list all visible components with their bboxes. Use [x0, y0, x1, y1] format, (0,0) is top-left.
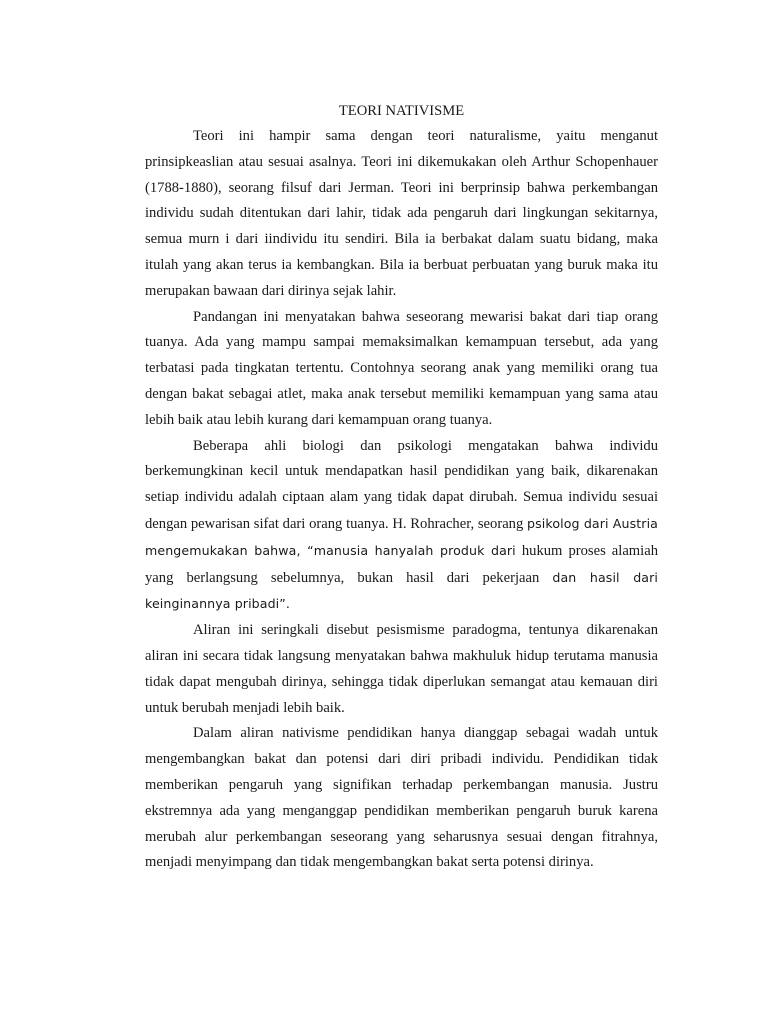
paragraph-2: Pandangan ini menyatakan bahwa seseorang mewarisi bakat dari tiap orang tuanya. Ada yang mampu sampai memaksimalkan kemampuan tersebut, ada yang terbatasi pada tingkatan tertentu. Contohnya seorang anak yang memiliki orang tua dengan bakat sebagai atlet, maka anak tersebut memiliki kemampuan yang sama atau lebih baik atau lebih kurang dari kemampuan orang tuanya.	[145, 308, 658, 428]
document-body	[145, 98, 658, 876]
paragraph-4: Aliran ini seringkali disebut pesismisme paradogma, tentunya dikarenakan aliran ini secara tidak langsung menyatakan bahwa makhuluk hidup terutama manusia tidak dapat mengubah dirinya, sehingga tidak diperlukan semangat atau kemauan diri untuk berubah menjadi lebih baik.	[145, 622, 658, 716]
paragraph-5: Dalam aliran nativisme pendidikan hanya dianggap sebagai wadah untuk mengembangkan bakat dan potensi dari diri pribadi individu. Pendidikan tidak memberikan pengaruh yang signifikan terhadap perkembangan manusia. Justru ekstremnya ada yang menganggap pendidikan memberikan pengaruh buruk karena merubah alur perkembangan seseorang yang seharusnya sesuai dengan fitrahnya, menjadi menyimpang dan tidak mengembangkan bakat serta potensi dirinya.	[145, 725, 658, 871]
paragraph-3-part-a: Beberapa ahli biologi dan psikologi mengatakan bahwa individu berkemungkinan kecil untuk mendapatkan hasil pendidikan yang baik, dikarenakan setiap individu adalah ciptaan alam yang tidak dapat dirubah. Semua individu sesuai dengan pewarisan sifat dari orang tuanya. H. Rohracher, seorang	[145, 437, 658, 532]
paragraph-3-part-c: hukum proses alamiah yang berlangsung sebelumnya, bukan hasil dari pekerjaan	[145, 542, 658, 586]
paragraph-3-quote-end: dan hasil dari keinginannya pribadi”.	[145, 569, 658, 612]
paragraph-1: Teori ini hampir sama dengan teori naturalisme, yaitu menganut prinsipkeaslian atau sesuai asalnya. Teori ini dikemukakan oleh Arthur Schopenhauer (1788-1880), seorang filsuf dari Jerman. Teori ini berprinsip bahwa perkembangan individu sudah ditentukan dari lahir, tidak ada pengaruh dari lingkungan sekitarnya, semua murn i dari iindividu itu sendiri. Bila ia berbakat dalam suatu bidang, maka itulah yang akan terus ia kembangkan. Bila ia berbuat perbuatan yang buruk maka itu merupakan bawaan dari dirinya sejak lahir.	[145, 128, 658, 299]
paragraph-3-quote-start: psikolog dari Austria mengemukakan bahwa, “manusia hanyalah produk dari	[145, 515, 658, 558]
paragraph-3	[145, 434, 658, 619]
document-title: TEORI NATIVISME	[338, 103, 465, 119]
